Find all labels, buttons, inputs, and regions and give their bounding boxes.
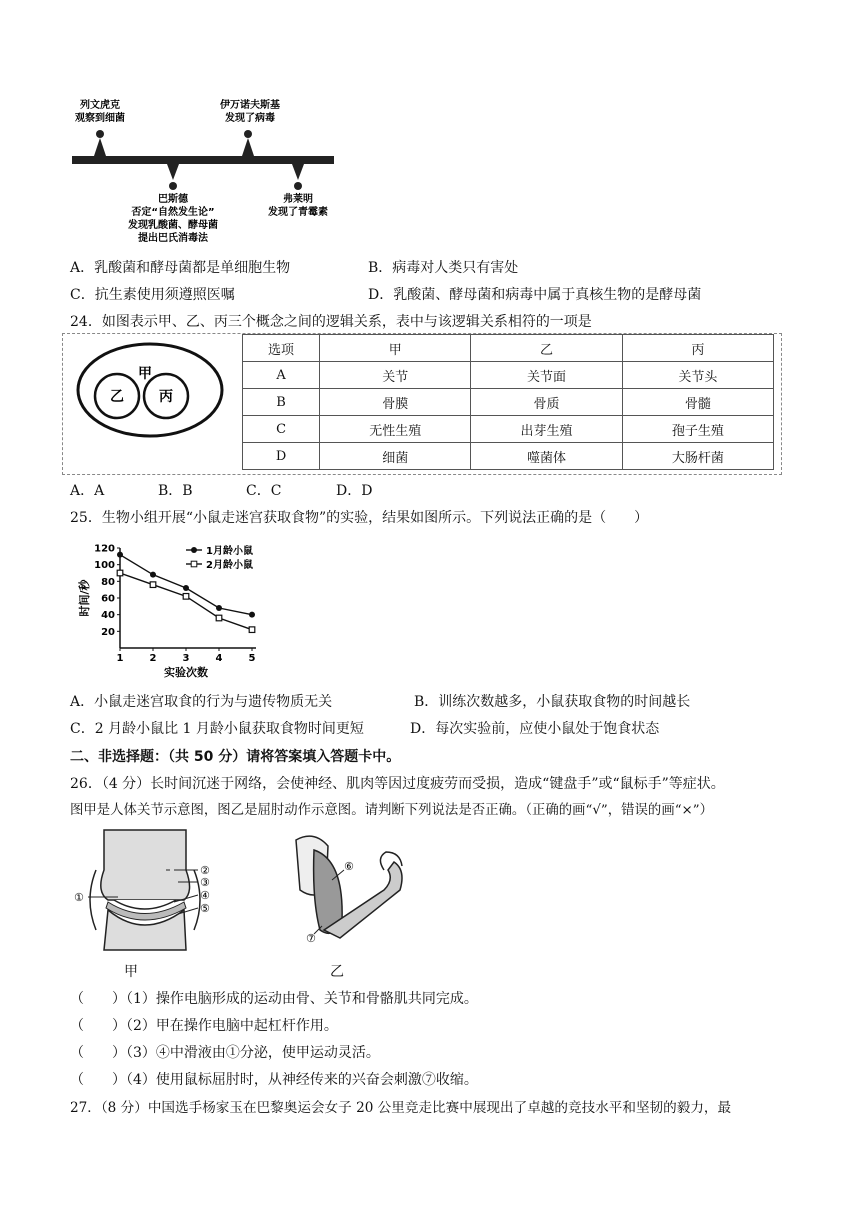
table-row	[243, 389, 774, 416]
joint-diagram	[74, 830, 244, 950]
x-tick-label: 1	[116, 653, 124, 664]
label-pasteur-4: 提出巴氏消毒法	[138, 233, 208, 244]
q26-stem-line-2: 图甲是人体关节示意图，图乙是屈肘动作示意图。请判断下列说法是否正确。（正确的画“√”，错误的画“×”）	[70, 803, 714, 818]
arm-flexion-diagram	[284, 830, 414, 950]
label-pasteur-2: 否定“自然发生论”	[131, 207, 215, 218]
y-tick-label: 40	[101, 610, 115, 622]
table-cell: 骨膜	[320, 389, 471, 416]
x-axis-title: 实验次数	[164, 666, 208, 679]
q26-item-3: （ ）（3）④中滑液由①分泌，使甲运动灵活。	[70, 1045, 380, 1061]
joint-mark-1: ①	[74, 891, 84, 904]
data-point	[183, 585, 189, 591]
y-axis-title: 时间/秒	[78, 579, 91, 617]
marker-ivanovsky	[242, 130, 254, 156]
q26-stem-line-1: 26．（4 分）长时间沉迷于网络，会使神经、肌肉等因过度疲劳而受损，造成“键盘手”或“鼠标手”等症状。	[70, 776, 725, 792]
table-row	[243, 443, 774, 470]
joint-mark-3: ③	[200, 876, 210, 889]
table-cell: 骨髓	[622, 389, 773, 416]
table-cell: 细菌	[320, 443, 471, 470]
timeline-figure	[68, 96, 340, 248]
series-line	[120, 573, 252, 630]
q26-item-2: （ ）（2）甲在操作电脑中起杠杆作用。	[70, 1018, 338, 1034]
table-header-cell: 选项	[243, 335, 320, 362]
q26-item-1: （ ）（1）操作电脑形成的运动由骨、关节和骨骼肌共同完成。	[70, 991, 478, 1007]
q24-stem: 24．如图表示甲、乙、丙三个概念之间的逻辑关系，表中与该逻辑关系相符的一项是	[70, 314, 592, 330]
q23-option-a: A．乳酸菌和酵母菌都是单细胞生物	[70, 260, 291, 276]
marker-fleming	[292, 164, 304, 190]
marker-leeuwenhoek	[94, 130, 106, 156]
x-tick-label: 2	[149, 653, 157, 664]
table-cell: B	[243, 389, 320, 416]
q24-table	[242, 334, 774, 470]
x-tick-label: 5	[248, 653, 256, 664]
label-leeuwenhoek-1: 列文虎克	[80, 100, 120, 111]
label-ivanovsky-1: 伊万诺夫斯基	[220, 100, 280, 111]
q27-stem: 27．（8 分）中国选手杨家玉在巴黎奥运会女子 20 公里竞走比赛中展现出了卓越的竞技水平和坚韧的毅力，最	[70, 1100, 732, 1116]
q24-option-c: C．C	[246, 483, 282, 499]
q23-option-c: C．抗生素使用须遵照医嘱	[70, 287, 235, 303]
data-point	[117, 552, 123, 558]
figure-label-jia: 甲	[124, 964, 138, 980]
q25-option-d: D．每次实验前，应使小鼠处于饱食状态	[410, 721, 660, 737]
joint-mark-4: ④	[200, 889, 210, 902]
table-cell: 孢子生殖	[622, 416, 773, 443]
table-cell: 关节面	[471, 362, 622, 389]
concept-outer-label: 甲	[138, 366, 152, 382]
q25-option-a: A．小鼠走迷宫取食的行为与遗传物质无关	[70, 694, 333, 710]
table-header-cell: 乙	[471, 335, 622, 362]
table-header-row	[243, 335, 774, 362]
data-point	[150, 582, 156, 588]
data-point	[216, 605, 222, 611]
q25-line-chart	[80, 540, 280, 680]
table-cell: D	[243, 443, 320, 470]
table-cell: 无性生殖	[320, 416, 471, 443]
label-fleming-1: 弗莱明	[283, 194, 313, 205]
q25-stem: 25．生物小组开展“小鼠走迷宫获取食物”的实验，结果如图所示。下列说法正确的是（ ）	[70, 510, 649, 526]
q24-option-a: A．A	[70, 483, 105, 499]
data-point	[216, 615, 222, 621]
table-cell: 关节	[320, 362, 471, 389]
table-header-cell: 丙	[622, 335, 773, 362]
y-tick-label: 80	[101, 576, 115, 588]
q23-option-d: D．乳酸菌、酵母菌和病毒中属于真核生物的是酵母菌	[368, 287, 702, 303]
concept-left-label: 乙	[110, 389, 124, 405]
label-pasteur-3: 发现乳酸菌、酵母菌	[128, 220, 218, 231]
table-cell: 大肠杆菌	[622, 443, 773, 470]
table-row	[243, 416, 774, 443]
x-tick-label: 4	[215, 653, 223, 664]
table-cell: A	[243, 362, 320, 389]
section-2-title: 二、非选择题：（共 50 分）请将答案填入答题卡中。	[70, 749, 401, 765]
timeline-bar	[72, 156, 334, 164]
arm-mark-7: ⑦	[306, 932, 316, 945]
concept-outer-ellipse	[78, 344, 222, 436]
y-tick-label: 120	[94, 543, 115, 555]
q25-option-c: C．2 月龄小鼠比 1 月龄小鼠获取食物时间更短	[70, 721, 364, 737]
table-header-cell: 甲	[320, 335, 471, 362]
x-tick-label: 3	[182, 653, 190, 664]
arm-mark-6: ⑥	[344, 860, 354, 873]
joint-mark-5: ⑤	[200, 902, 210, 915]
label-pasteur-1: 巴斯德	[158, 194, 188, 205]
q24-option-d: D．D	[336, 483, 373, 499]
label-ivanovsky-2: 发现了病毒	[225, 113, 275, 124]
data-point	[117, 570, 123, 576]
y-tick-label: 20	[101, 626, 115, 638]
marker-pasteur	[167, 164, 179, 190]
label-fleming-2: 发现了青霉素	[268, 207, 328, 218]
q25-option-b: B．训练次数越多，小鼠获取食物的时间越长	[414, 694, 691, 710]
table-cell: C	[243, 416, 320, 443]
table-cell: 出芽生殖	[471, 416, 622, 443]
table-cell: 噬菌体	[471, 443, 622, 470]
legend-label: 1月龄小鼠	[206, 546, 253, 557]
q24-concept-diagram	[72, 340, 232, 440]
table-row	[243, 362, 774, 389]
joint-mark-2: ②	[200, 864, 210, 877]
concept-right-label: 丙	[159, 389, 173, 405]
y-tick-label: 100	[94, 560, 115, 572]
label-leeuwenhoek-2: 观察到细菌	[75, 113, 125, 124]
table-cell: 关节头	[622, 362, 773, 389]
y-tick-label: 60	[101, 593, 115, 605]
q26-item-4: （ ）（4）使用鼠标屈肘时，从神经传来的兴奋会刺激⑦收缩。	[70, 1072, 478, 1088]
q24-option-b: B．B	[158, 483, 193, 499]
legend-marker	[191, 561, 197, 567]
data-point	[249, 627, 255, 633]
q23-option-b: B．病毒对人类只有害处	[368, 260, 519, 276]
data-point	[150, 572, 156, 578]
table-cell: 骨质	[471, 389, 622, 416]
data-point	[249, 612, 255, 618]
legend-label: 2月龄小鼠	[206, 560, 253, 571]
legend-marker	[191, 547, 197, 553]
data-point	[183, 594, 189, 600]
figure-label-yi: 乙	[330, 964, 344, 980]
